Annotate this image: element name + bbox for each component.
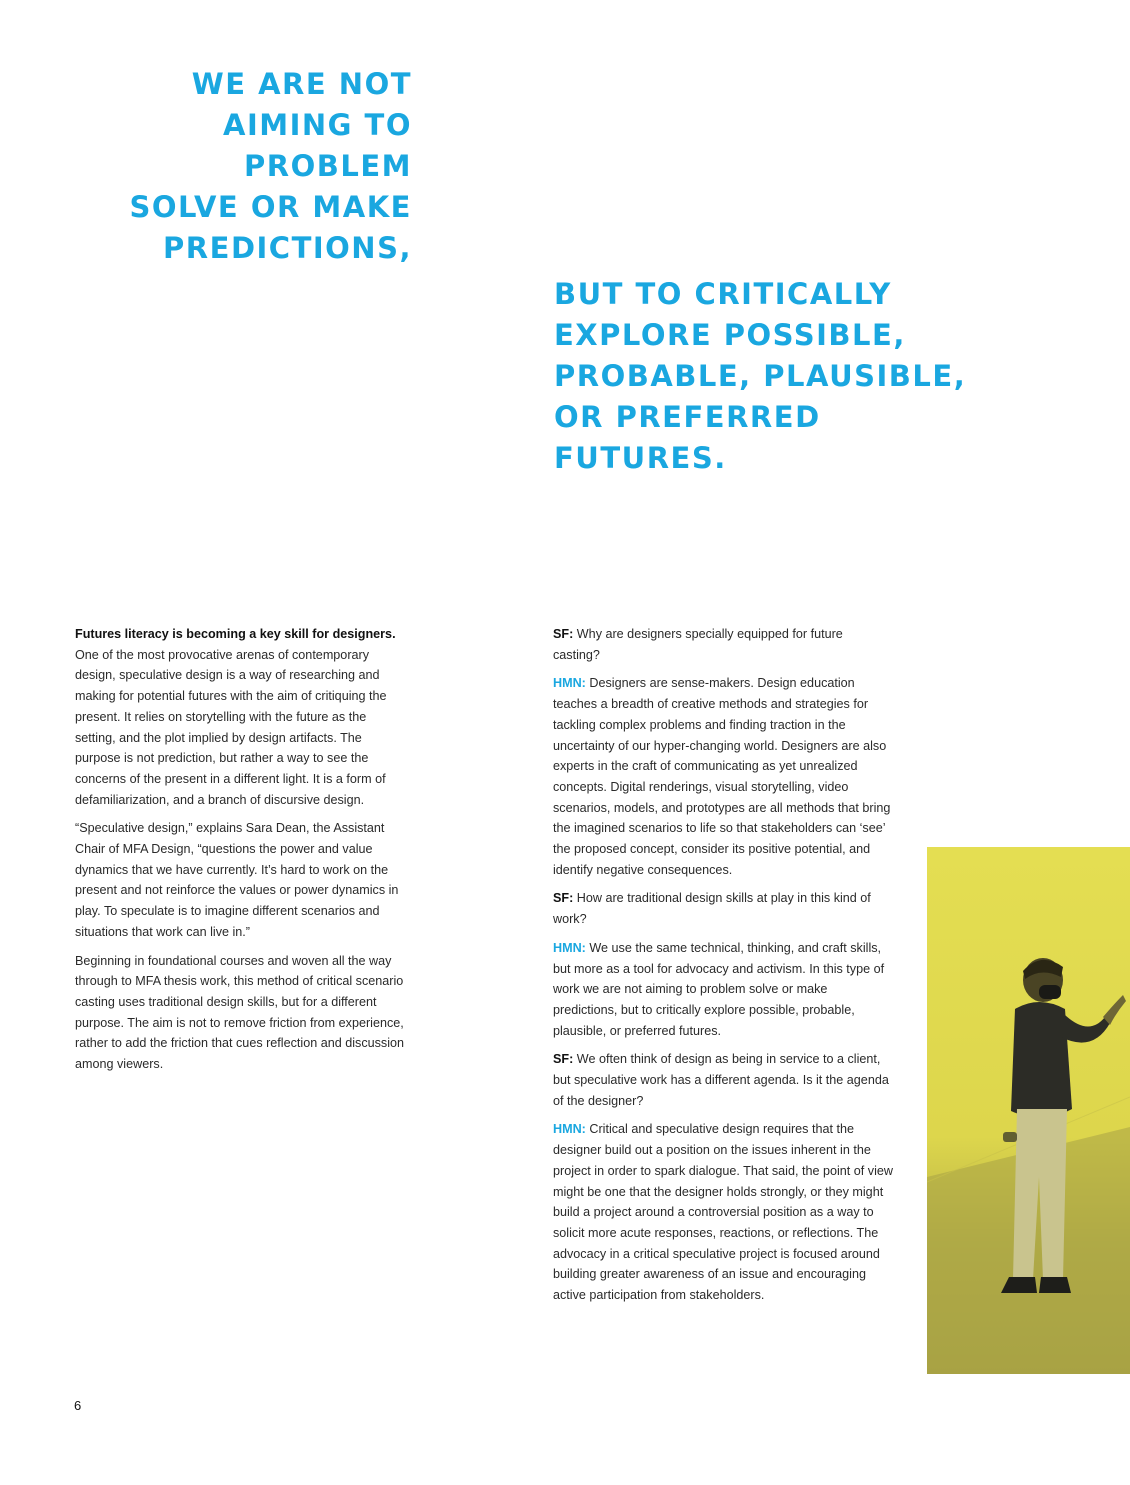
closing-paragraph: Beginning in foundational courses and woven all the way through to MFA thesis work, this method of critical scenario casting uses traditional design skills, but for a different purpose. The aim is not to remove friction from experience, rather to add the friction that cues reflection and discussion among viewers.: [75, 953, 405, 1072]
question-text: How are traditional design skills at play in this kind of work?: [553, 891, 871, 927]
interview-answer: [553, 938, 893, 1042]
photo-person-presenting: [927, 847, 1130, 1374]
lead-sentence: Futures literacy is becoming a key skill for designers.: [75, 627, 396, 641]
pull-quote-part-2: [554, 274, 966, 479]
pull-quote-line: SOLVE OR MAKE: [129, 190, 412, 224]
speaker-label: SF:: [553, 891, 574, 906]
speaker-label: HMN:: [553, 676, 586, 691]
article-left-column: [75, 624, 405, 1083]
pull-quote-line: OR PREFERRED: [554, 400, 821, 434]
interview-question: [553, 1049, 893, 1111]
answer-text: Designers are sense-makers. Design education teaches a breadth of creative methods and strategies for tackling complex problems and finding traction in the uncertainty of our hyper-changing world. Designers are also experts in the craft of communicating as yet unrealized concepts. Digital renderings, visual storytelling, video scenarios, models, and prototypes are all methods that bring the imagined scenarios to life so that stakeholders can ‘see’ the proposed concept, consider its positive potential, and identify negative consequences.: [553, 676, 891, 877]
pull-quote-line: BUT TO CRITICALLY: [554, 277, 892, 311]
pull-quote-part-1: [129, 64, 412, 269]
person-gesturing-illustration: [927, 847, 1130, 1374]
speaker-label: HMN:: [553, 940, 586, 955]
pull-quote-line: PREDICTIONS,: [163, 231, 412, 265]
pull-quote-line: WE ARE NOT: [191, 67, 412, 101]
answer-text: We use the same technical, thinking, and craft skills, but more as a tool for advocacy and activism. In this type of work we are not aiming to problem solve or make predictions, but to critically explore possible, probable, plausible, or preferred futures.: [553, 940, 885, 1038]
speaker-label: HMN:: [553, 1122, 586, 1137]
pull-quote-line: PROBLEM: [244, 149, 412, 183]
question-text: Why are designers specially equipped for future casting?: [553, 627, 843, 662]
pull-quote-line: EXPLORE POSSIBLE,: [554, 318, 906, 352]
page-number: 6: [74, 1398, 82, 1413]
intro-body: One of the most provocative arenas of contemporary design, speculative design is a way of researching and making for potential futures with the aim of critiquing the present. It relies on storytelling with the future as the setting, and the plot implied by design artifacts. The purpose is not prediction, but rather a way to see the concerns of the present in a different light. It is a form of defamiliarization, and a branch of discursive design.: [75, 647, 387, 807]
question-text: We often think of design as being in service to a client, but speculative work has a different agenda. Is it the agenda of the designer?: [553, 1052, 889, 1108]
pull-quote-line: AIMING TO: [223, 108, 412, 142]
intro-paragraph: [75, 624, 405, 810]
speaker-label: SF:: [553, 627, 574, 641]
interview-question: [553, 624, 893, 665]
interview-answer: [553, 673, 893, 880]
interview-answer: [553, 1119, 893, 1305]
pull-quote-line: FUTURES.: [554, 441, 727, 475]
interview-question: [553, 888, 893, 929]
answer-text: Critical and speculative design requires that the designer build out a position on the issues inherent in the project in order to spark dialogue. That said, the point of view might be one that the designer holds strongly, or they might build a project around a controversial position as a way to solicit more acute responses, reactions, or reflections. The advocacy in a critical speculative project is focused around building greater awareness of an issue and encouraging active participation from stakeholders.: [553, 1122, 893, 1303]
pull-quote-line: PROBABLE, PLAUSIBLE,: [554, 359, 967, 393]
quote-paragraph: “Speculative design,” explains Sara Dean, the Assistant Chair of MFA Design, “questions the power and value dynamics that we have currently. It’s hard to work on the present and not reinforce the values or power dynamics in play. To speculate is to imagine different scenarios and situations that work can live in.”: [75, 821, 399, 939]
interview-column: [553, 624, 893, 1314]
speaker-label: SF:: [553, 1052, 574, 1067]
